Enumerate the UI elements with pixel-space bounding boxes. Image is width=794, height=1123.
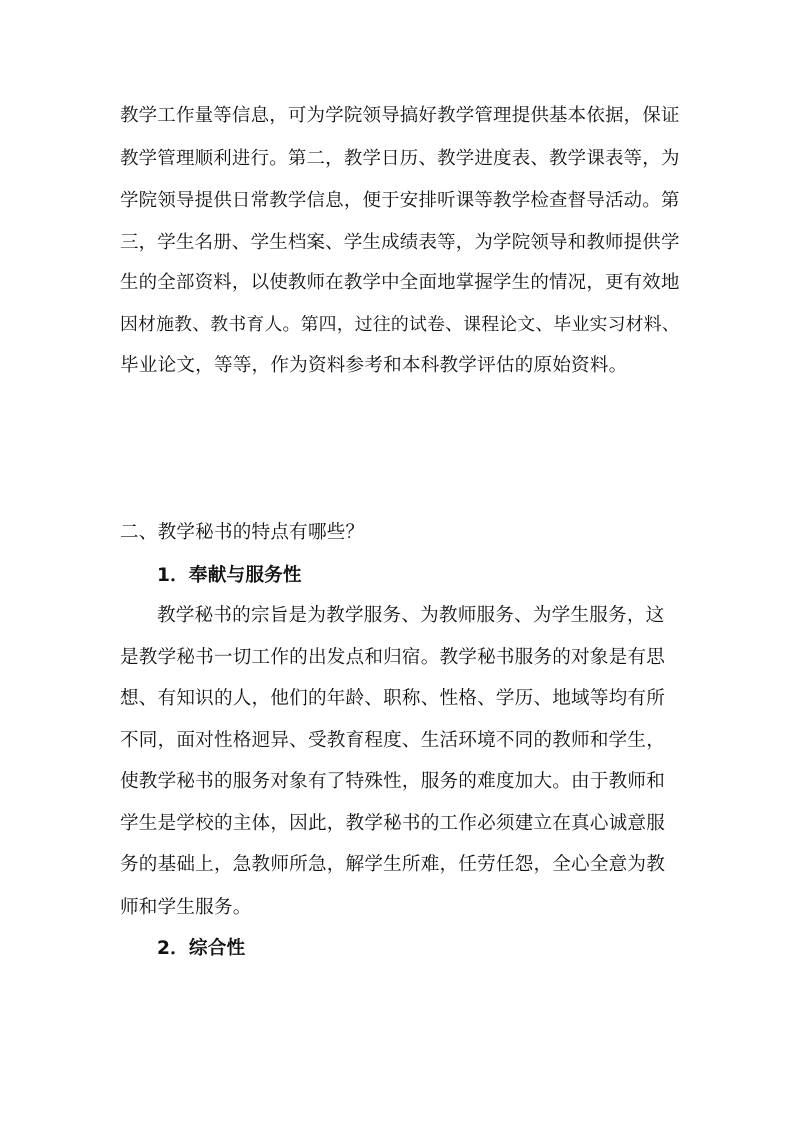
paragraph-line: 使教学秘书的服务对象有了特殊性，服务的难度加大。由于教师和 [120, 771, 666, 792]
paragraph-line: 学生是学校的主体，因此，教学秘书的工作必须建立在真心诚意服 [120, 813, 666, 834]
paragraph-line: 生的全部资料，以使教师在教学中全面地掌握学生的情况，更有效地 [120, 272, 680, 293]
paragraph-line: 毕业论文，等等，作为资料参考和本科教学评估的原始资料。 [120, 355, 628, 376]
paragraph-line: 不同，面对性格迥异、受教育程度、生活环境不同的教师和学生， [120, 730, 666, 751]
subheading-2: 2．综合性 [157, 938, 246, 959]
paragraph-line: 教学管理顺利进行。第二，教学日历、教学进度表、教学课表等，为 [120, 148, 680, 169]
paragraph-line: 学院领导提供日常教学信息，便于安排听课等教学检查督导活动。第 [120, 190, 680, 211]
paragraph-line: 三，学生名册、学生档案、学生成绩表等，为学院领导和教师提供学 [120, 232, 680, 253]
subheading-1: 1．奉献与服务性 [157, 565, 302, 586]
paragraph-line: 师和学生服务。 [120, 897, 252, 918]
paragraph-line: 想、有知识的人，他们的年龄、职称、性格、学历、地域等均有所 [120, 688, 666, 709]
paragraph-line: 因材施教、教书育人。第四，过往的试卷、课程论文、毕业实习材料、 [120, 314, 680, 335]
paragraph-line: 教学秘书的宗旨是为教学服务、为教师服务、为学生服务，这 [157, 605, 665, 626]
paragraph-line: 教学工作量等信息，可为学院领导搞好教学管理提供基本依据，保证 [120, 105, 680, 126]
paragraph-line: 务的基础上，急教师所急，解学生所难，任劳任怨，全心全意为教 [120, 854, 666, 875]
section-heading: 二、教学秘书的特点有哪些？ [120, 522, 365, 543]
paragraph-line: 是教学秘书一切工作的出发点和归宿。教学秘书服务的对象是有思 [120, 647, 666, 668]
